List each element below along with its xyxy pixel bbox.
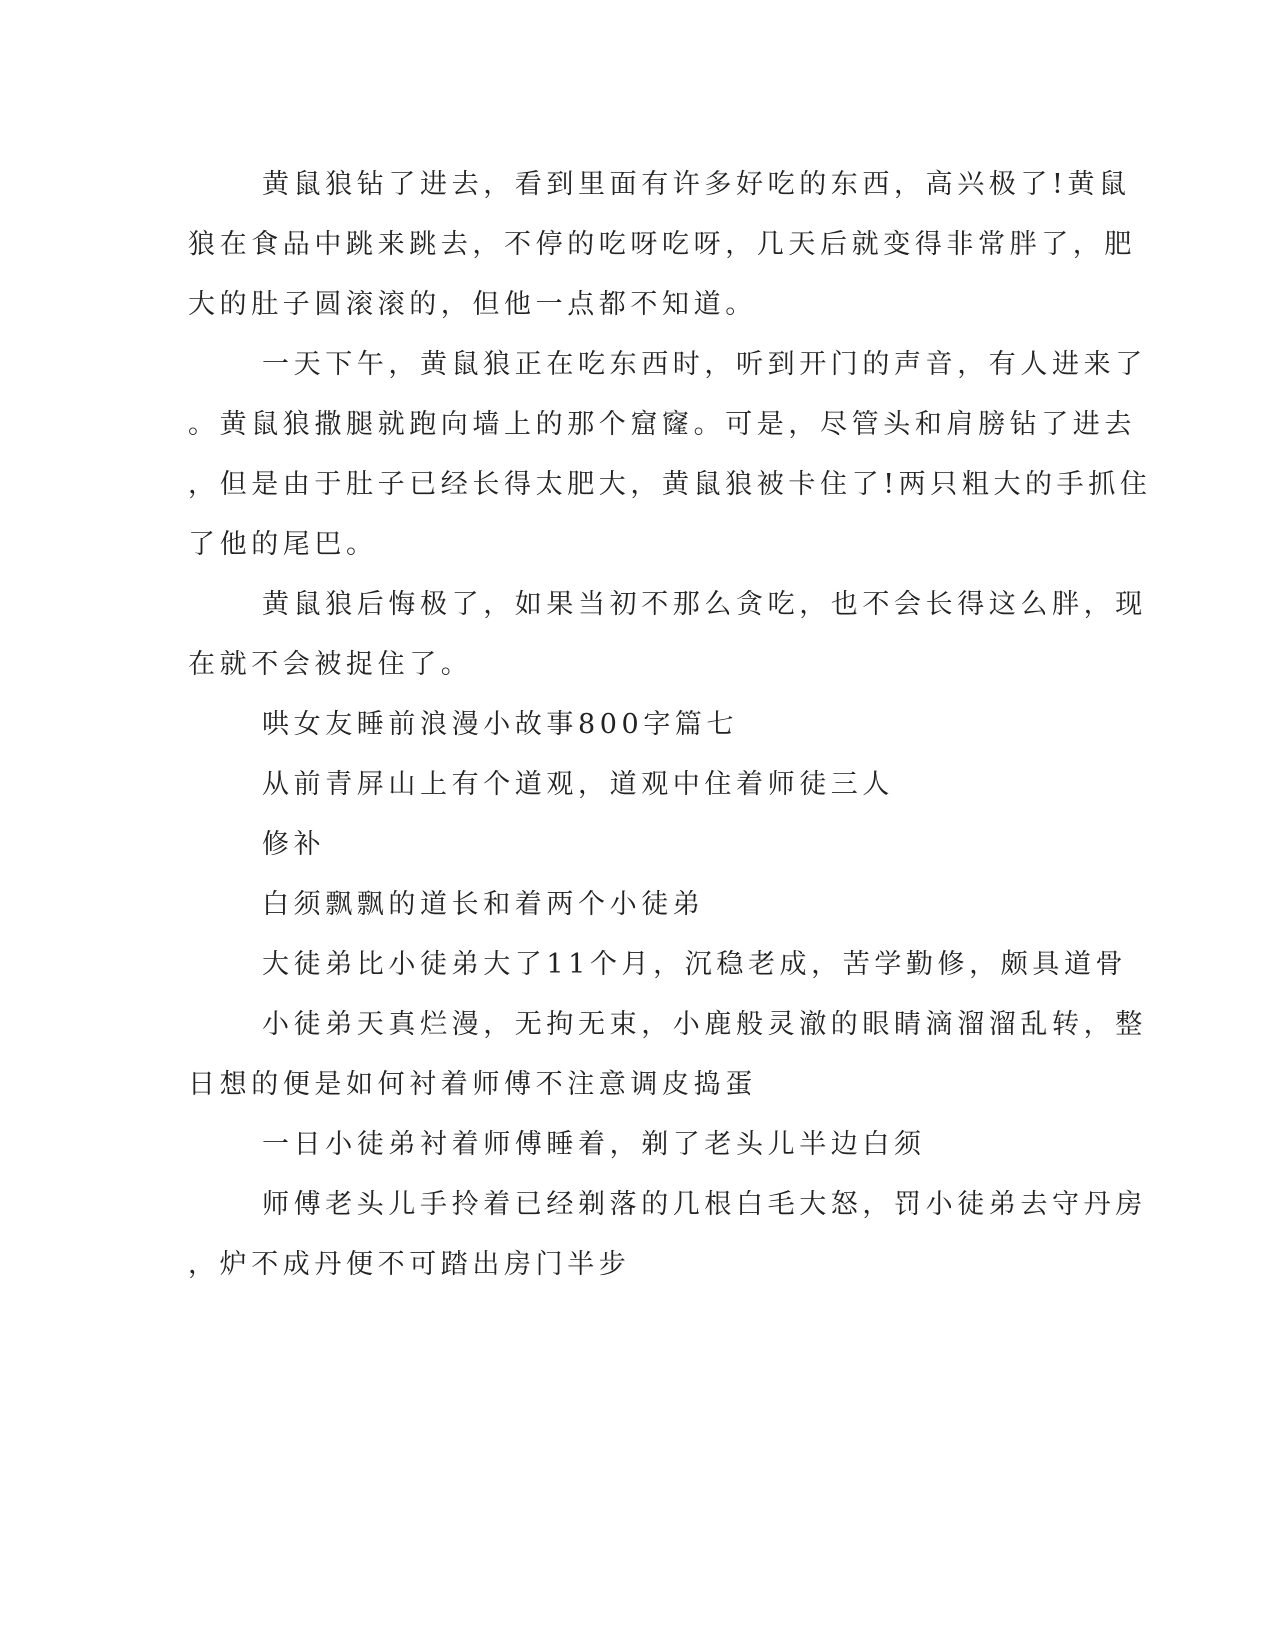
paragraph-6: [188, 815, 1068, 875]
paragraph-8: [188, 935, 1128, 995]
text-line: 狼在食品中跳来跳去，不停的吃呀吃呀，几天后就变得非常胖了，肥: [188, 229, 1136, 260]
text-line: ，但是由于肚子已经长得太肥大，黄鼠狼被卡住了!两只粗大的手抓住: [188, 469, 1152, 500]
paragraph-1: [188, 155, 1136, 335]
paragraph-10: [188, 1115, 1068, 1175]
text-line: 一天下午，黄鼠狼正在吃东西时，听到开门的声音，有人进来了: [262, 349, 1147, 380]
text-line: 师傅老头儿手拎着已经剃落的几根白毛大怒，罚小徒弟去守丹房: [262, 1189, 1147, 1220]
heading-line: 哄女友睡前浪漫小故事800字篇七: [262, 709, 739, 740]
paragraph-5: [188, 755, 1068, 815]
text-line: 。黄鼠狼撒腿就跑向墙上的那个窟窿。可是，尽管头和肩膀钻了进去: [188, 409, 1136, 440]
paragraph-7: [188, 875, 1068, 935]
text-line: 从前青屏山上有个道观，道观中住着师徒三人: [262, 769, 894, 800]
text-line: 大徒弟比小徒弟大了11个月，沉稳老成，苦学勤修，颇具道骨: [262, 949, 1128, 980]
text-line: 黄鼠狼后悔极了，如果当初不那么贪吃，也不会长得这么胖，现: [262, 589, 1147, 620]
text-line: 修补: [262, 829, 326, 860]
section-heading: [188, 695, 1068, 755]
paragraph-9: [188, 995, 1147, 1115]
text-line: 在就不会被捉住了。: [188, 649, 473, 680]
text-line: 小徒弟天真烂漫，无拘无束，小鹿般灵澈的眼睛滴溜溜乱转，整: [262, 1009, 1147, 1040]
text-line: 大的肚子圆滚滚的，但他一点都不知道。: [188, 289, 757, 320]
paragraph-3: [188, 575, 1147, 695]
text-line: 了他的尾巴。: [188, 529, 378, 560]
paragraph-2: [188, 335, 1152, 575]
paragraph-11: [188, 1175, 1147, 1295]
text-line: 一日小徒弟衬着师傅睡着，剃了老头儿半边白须: [262, 1129, 926, 1160]
text-line: 白须飘飘的道长和着两个小徒弟: [262, 889, 705, 920]
text-line: ，炉不成丹便不可踏出房门半步: [188, 1249, 631, 1280]
document-body: [188, 155, 1152, 1295]
text-line: 黄鼠狼钻了进去，看到里面有许多好吃的东西，高兴极了!黄鼠: [262, 169, 1131, 200]
text-line: 日想的便是如何衬着师傅不注意调皮捣蛋: [188, 1069, 757, 1100]
